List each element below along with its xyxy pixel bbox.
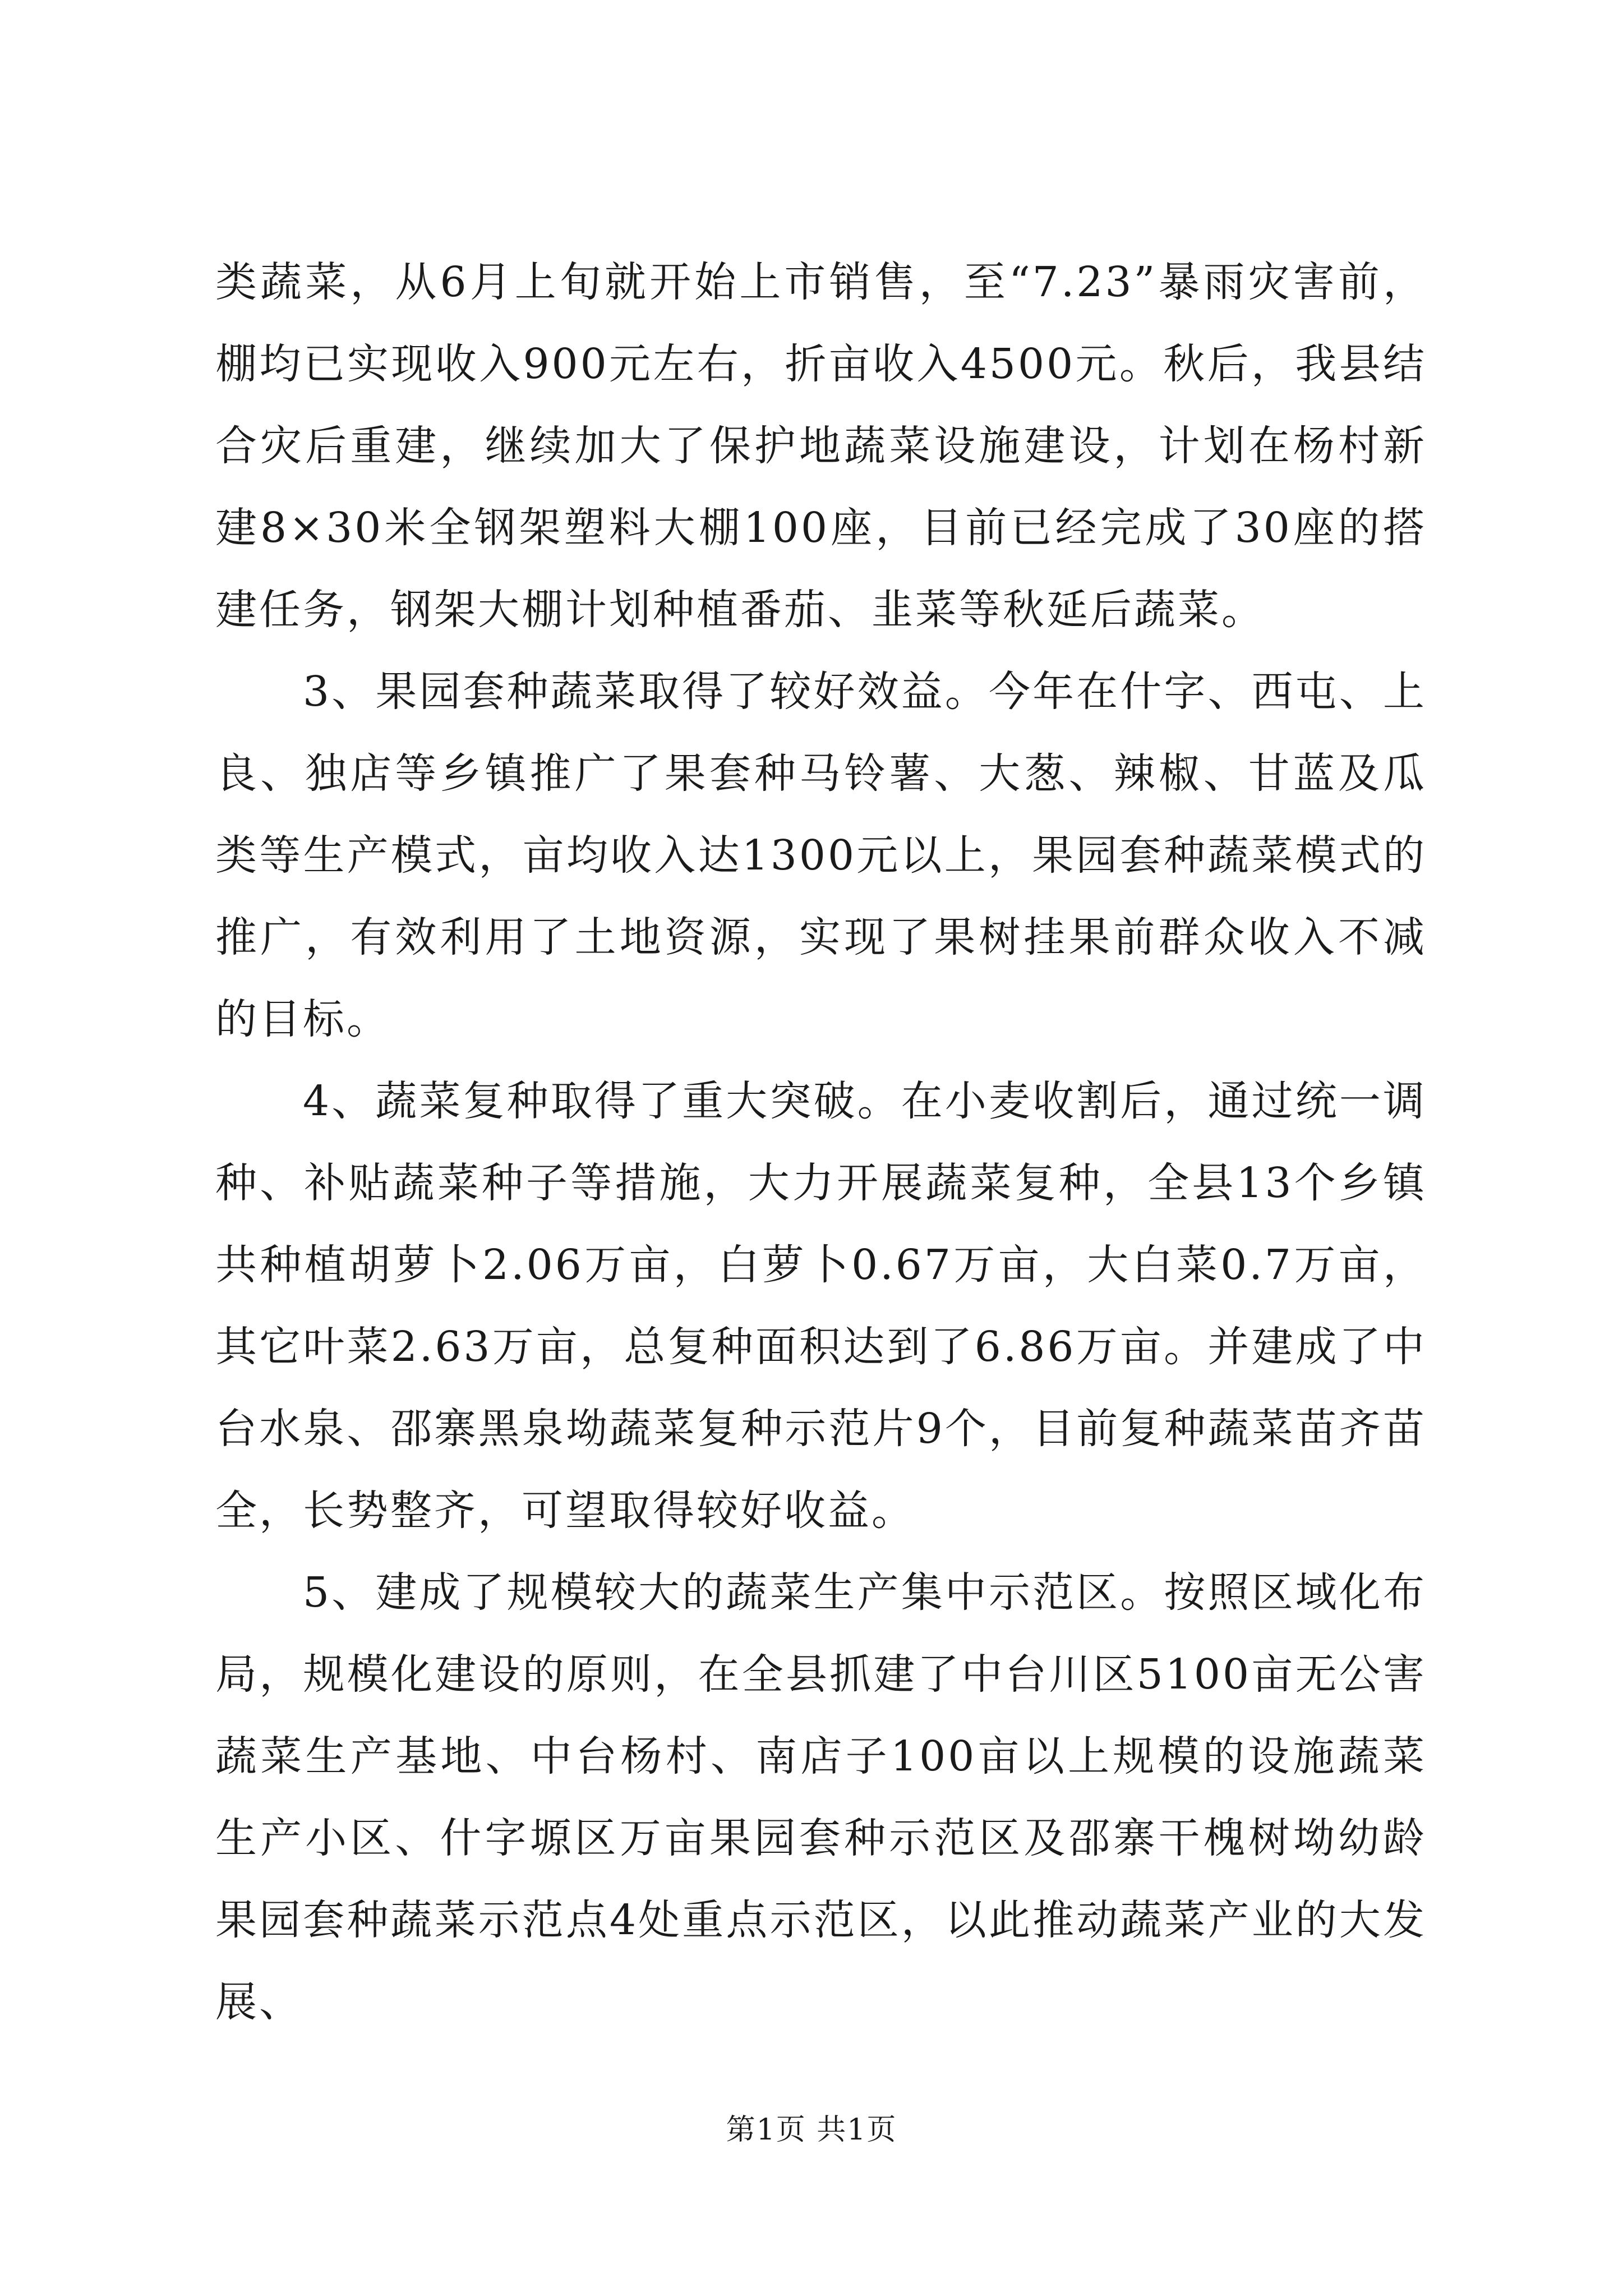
paragraph-item-3: 3、果园套种蔬菜取得了较好效益。今年在什字、西屯、上良、独店等乡镇推广了果套种马铃薯、大葱、辣椒、甘蓝及瓜类等生产模式，亩均收入达1300元以上，果园套种蔬菜模式的推广，有效利用了土地资源，实现了果树挂果前群众收入不减的目标。 (215, 668, 1427, 1043)
paragraph-item-4: 4、蔬菜复种取得了重大突破。在小麦收割后，通过统一调种、补贴蔬菜种子等措施，大力开展蔬菜复种，全县13个乡镇共种植胡萝卜2.06万亩，白萝卜0.67万亩，大白菜0.7万亩，其它叶菜2.63万亩，总复种面积达到了6.86万亩。并建成了中台水泉、邵寨黑泉坳蔬菜复种示范片9个，目前复种蔬菜苗齐苗全，长势整齐，可望取得较好收益。 (215, 1077, 1427, 1535)
page-footer: 第1页 共1页 (726, 2113, 897, 2147)
paragraph-continuation: 类蔬菜，从6月上旬就开始上市销售，至“7.23”暴雨灾害前，棚均已实现收入900元左右，折亩收入4500元。秋后，我县结合灾后重建，继续加大了保护地蔬菜设施建设，计划在杨村新建8×30米全钢架塑料大棚100座，目前已经完成了30座的搭建任务，钢架大棚计划种植番茄、韭菜等秋延后蔬菜。 (215, 258, 1427, 634)
document-body (215, 241, 1427, 2043)
paragraph-item-5: 5、建成了规模较大的蔬菜生产集中示范区。按照区域化布局，规模化建设的原则，在全县抓建了中台川区5100亩无公害蔬菜生产基地、中台杨村、南店子100亩以上规模的设施蔬菜生产小区、什字塬区万亩果园套种示范区及邵寨干槐树坳幼龄果园套种蔬菜示范点4处重点示范区，以此推动蔬菜产业的大发展、 (215, 1568, 1427, 2026)
